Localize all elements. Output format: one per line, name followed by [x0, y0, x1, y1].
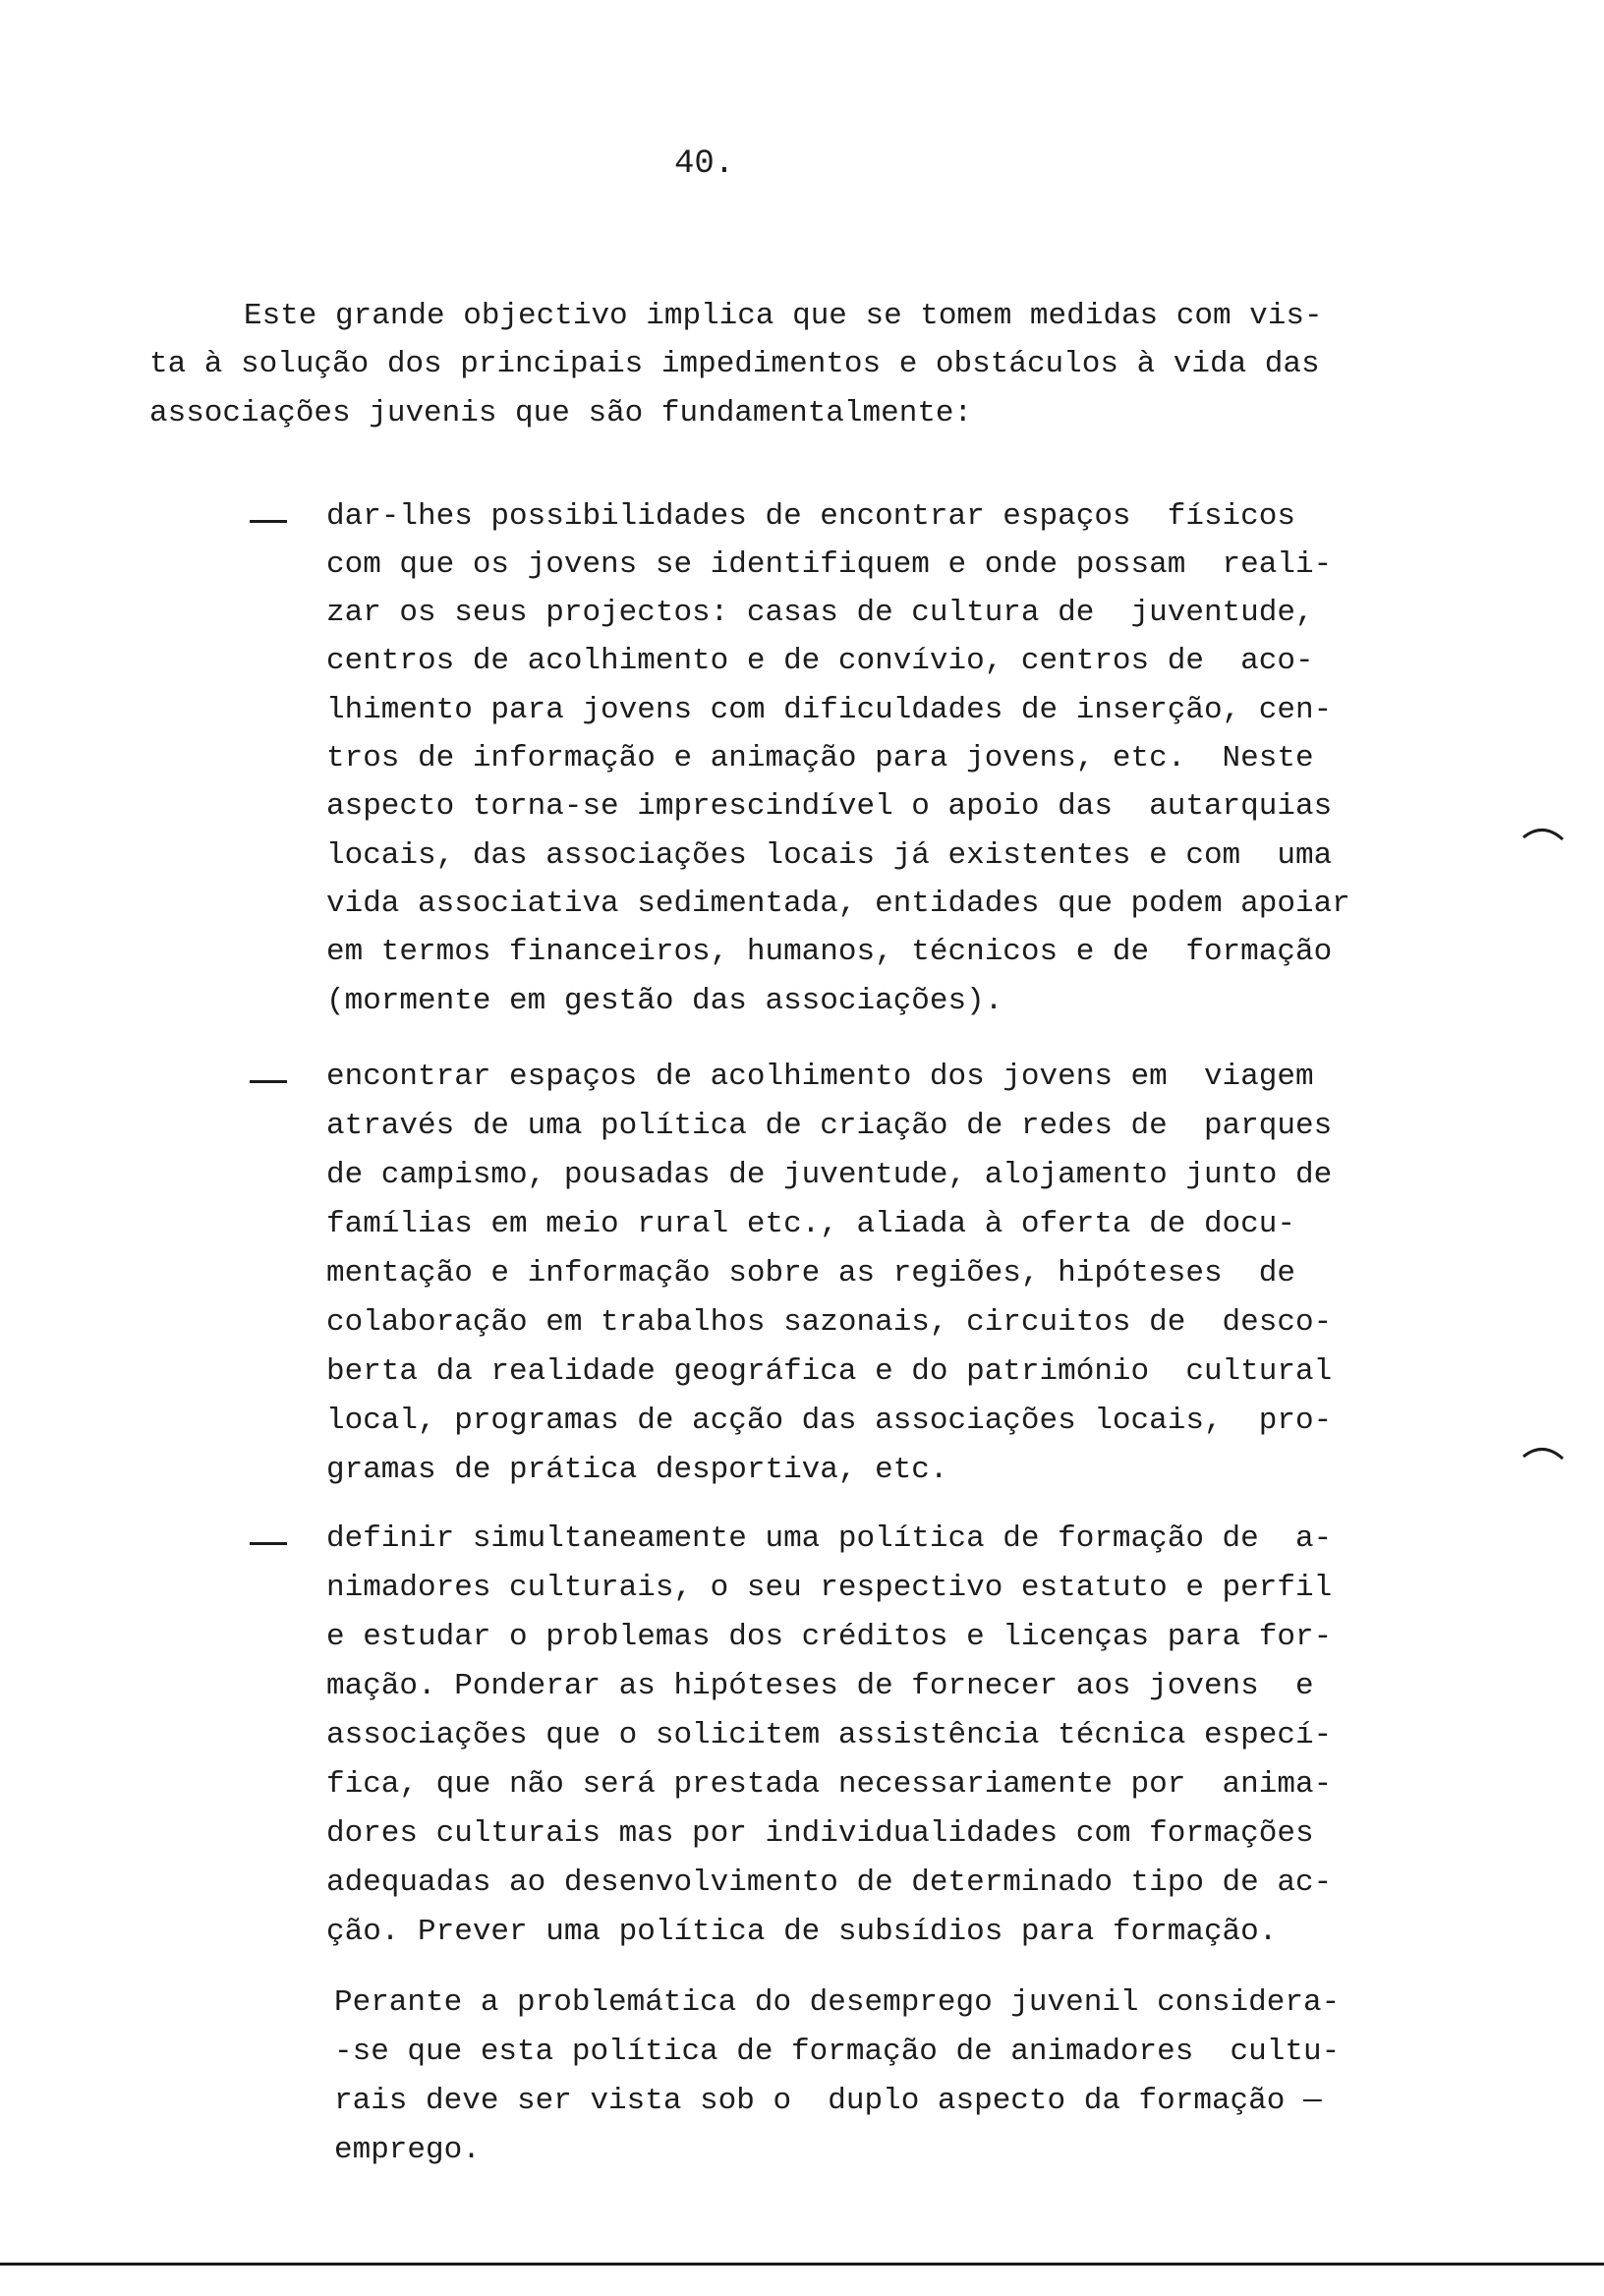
text-line: tros de informação e animação para jovens, etc. Neste [326, 741, 1314, 775]
text-line: e estudar o problemas dos créditos e licenças para for- [326, 1620, 1333, 1654]
text-line: adequadas ao desenvolvimento de determinado tipo de ac- [326, 1866, 1333, 1900]
text-line: dores culturais mas por individualidades com formações [326, 1816, 1314, 1851]
text-line: associações juvenis que são fundamentalmente: [149, 396, 973, 430]
text-line: zar os seus projectos: casas de cultura de juventude, [326, 596, 1314, 630]
text-line: fica, que não será prestada necessariamente por anima- [326, 1767, 1333, 1802]
text-line: rais deve ser vista sob o duplo aspecto da formação — [334, 2084, 1322, 2118]
text-line: em termos financeiros, humanos, técnicos e de formação [326, 935, 1333, 969]
text-line: gramas de prática desportiva, etc. [326, 1453, 948, 1487]
text-line: local, programas de acção das associações locais, pro- [326, 1404, 1333, 1438]
text-line: Perante a problemática do desemprego juvenil considera- [334, 1985, 1341, 2020]
text-line: mentação e informação sobre as regiões, hipóteses de [326, 1256, 1295, 1291]
dash-bullet-icon [250, 1080, 287, 1083]
text-line: com que os jovens se identifiquem e onde possam reali- [326, 547, 1333, 582]
text-line: berta da realidade geográfica e do património cultural [326, 1354, 1333, 1389]
text-line: vida associativa sedimentada, entidades que podem apoiar [326, 887, 1350, 921]
text-line: dar-lhes possibilidades de encontrar espaços físicos [326, 499, 1295, 534]
dash-bullet-icon [250, 520, 287, 523]
page-number: 40. [674, 145, 735, 183]
text-line: através de uma política de criação de redes de parques [326, 1109, 1333, 1143]
margin-mark-icon [1521, 824, 1565, 841]
bottom-rule [0, 2263, 1604, 2266]
text-line: Este grande objectivo implica que se tomem medidas com vis- [244, 299, 1323, 333]
text-line: nimadores culturais, o seu respectivo estatuto e perfil [326, 1571, 1333, 1605]
text-line: mação. Ponderar as hipóteses de fornecer aos jovens e [326, 1669, 1314, 1703]
text-line: centros de acolhimento e de convívio, centros de aco- [326, 644, 1314, 678]
text-line: ta à solução dos principais impedimentos e obstáculos à vida das [149, 347, 1320, 381]
text-line: definir simultaneamente uma política de formação de a- [326, 1521, 1333, 1556]
text-line: aspecto torna-se imprescindível o apoio das autarquias [326, 789, 1333, 824]
text-line: emprego. [334, 2133, 481, 2167]
text-line: famílias em meio rural etc., aliada à oferta de docu- [326, 1207, 1295, 1241]
dash-bullet-icon [250, 1542, 287, 1545]
text-line: encontrar espaços de acolhimento dos jovens em viagem [326, 1060, 1314, 1094]
text-line: (mormente em gestão das associações). [326, 984, 1003, 1018]
text-line: associações que o solicitem assistência técnica especí- [326, 1718, 1333, 1752]
text-line: -se que esta política de formação de animadores cultu- [334, 2035, 1341, 2069]
text-line: ção. Prever uma política de subsídios para formação. [326, 1915, 1278, 1949]
text-line: de campismo, pousadas de juventude, alojamento junto de [326, 1158, 1333, 1192]
text-line: lhimento para jovens com dificuldades de inserção, cen- [326, 693, 1333, 727]
text-line: locais, das associações locais já existentes e com uma [326, 838, 1333, 873]
text-line: colaboração em trabalhos sazonais, circuitos de desco- [326, 1305, 1333, 1340]
margin-mark-icon [1521, 1443, 1565, 1461]
